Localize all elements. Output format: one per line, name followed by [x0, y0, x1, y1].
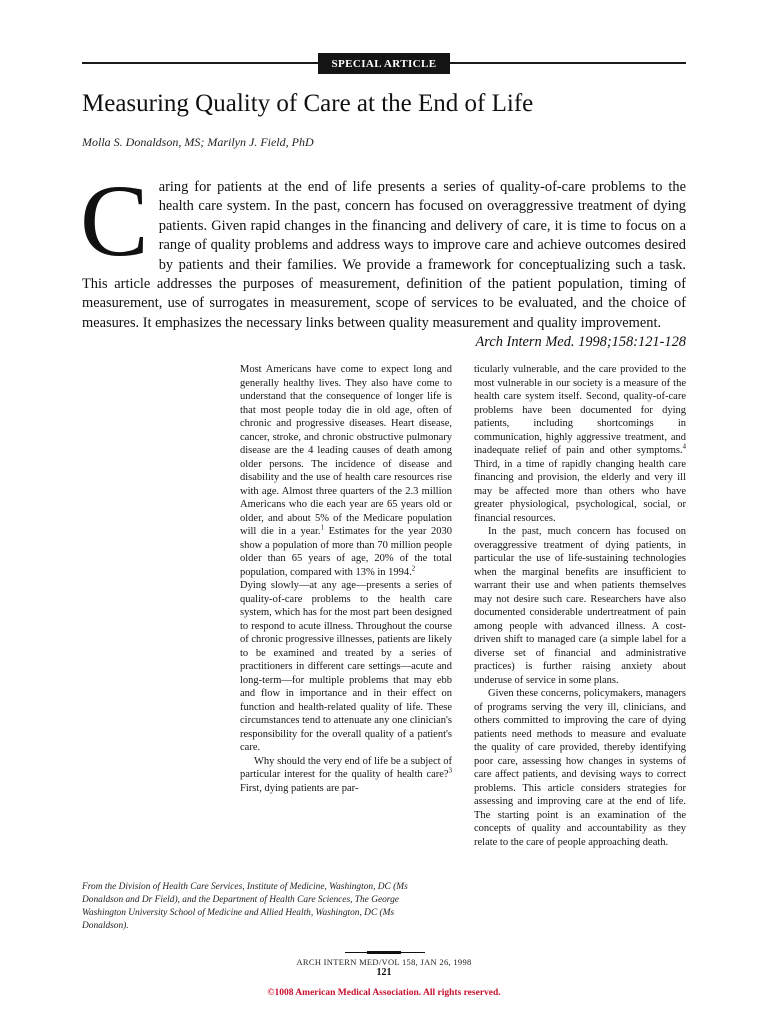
abstract-text: aring for patients at the end of life presents a series of quality-of-care problems to the health care system. In the past, concern has focused on overaggressive treatment of dying patients. Given rapid changes in the financing and delivery of care, it is time to focus on a range of quality problems and address ways to improve care and achieve outcomes desired by patients and their families. We provide a framework for conceptualizing such a task. This article addresses the purposes of measurement, definition of the patient population, timing of measurement, use of surrogates in measurement, scope of services to be evaluated, and the choice of measures. It emphasizes the necessary links between quality measurement and quality improvement.	[82, 179, 686, 331]
copyright-notice: ©1008 American Medical Association. All rights reserved.	[267, 988, 501, 998]
drop-cap: C	[80, 164, 149, 278]
paragraph	[474, 363, 686, 525]
paragraph-text: ticularly vulnerable, and the care provided to the most vulnerable in our society is a measure of the health care system itself. Second, quality-of-care problems have been documented for dying patients, including shortcomings in communication, highly aggressive treatment, and inadequate relief of pain and other symptoms.	[474, 364, 686, 456]
body-column-2	[474, 363, 686, 849]
paragraph-text: Third, in a time of rapidly changing health care financing and provision, the elderly and very ill may be affected more than others who have greater physiological, psychological, social, or financial resources.	[474, 458, 686, 524]
section-label: SPECIAL ARTICLE	[318, 53, 450, 74]
paragraph-text: Most Americans have come to expect long and generally healthy lives. They also have come to understand that the consequence of longer life is that most people today die in old age, often of chronic and progressive diseases. Heart disease, cancer, stroke, and chronic obstructive pulmonary disease are the 4 leading causes of death among older persons. The incidence of disease and disability and the use of health care resources rise with age. Almost three quarters of the 2.3 million Americans who die each year are 65 years old or older, and about 5% of the Medicare population will die in a year.	[240, 364, 452, 537]
paragraph-text: Why should the very end of life be a subject of particular interest for the quality of health care?	[240, 755, 452, 780]
reference-marker: 3	[448, 767, 452, 775]
article-title: Measuring Quality of Care at the End of Life	[82, 90, 534, 117]
footer-rule-accent	[367, 951, 401, 954]
paragraph	[240, 755, 452, 796]
paragraph-text: First, dying patients are par-	[240, 782, 359, 794]
paragraph	[240, 363, 452, 579]
paragraph: Dying slowly—at any age—presents a series of quality-of-care problems to the health care system, which has for the most part been designed to respond to acute illness. Throughout the course of chronic progressive illnesses, patients are likely to be examined and treated by a series of practitioners in different care settings—acute and long-term—for multiple problems that may ebb and flow in importance and in their effect on function and health-related quality of life. These circumstances tend to attenuate any one clinician's responsibility for the overall quality of a patient's care.	[240, 580, 452, 753]
reference-marker: 4	[682, 443, 686, 451]
body-column-1	[240, 363, 452, 795]
journal-footer: ARCH INTERN MED/VOL 158, JAN 26, 1998	[296, 957, 472, 967]
journal-citation: Arch Intern Med. 1998;158:121-128	[475, 334, 686, 351]
abstract	[80, 164, 686, 353]
author-affiliation: From the Division of Health Care Services, Institute of Medicine, Washington, DC (Ms Donaldson and Dr Field), and the Department of Health Care Sciences, The George Washington University School of Medicine and Allied Health, Washington, DC (Ms Donaldson).	[82, 882, 408, 931]
page-number: 121	[376, 967, 392, 978]
reference-marker: 2	[411, 565, 416, 572]
article-authors: Molla S. Donaldson, MS; Marilyn J. Field, PhD	[82, 135, 314, 149]
reference-marker: 1	[320, 524, 324, 532]
paragraph-text: Estimates for the year 2030 show a population of more than 70 million people older than 65 years of age, 20% of the total population, compared with 13% in 1994.	[240, 526, 452, 578]
paragraph: Given these concerns, policymakers, managers of programs serving the very ill, clinicians, and others committed to improving the care of dying patients need methods to measure and evaluate the quality of care provided, thereby identifying poor care, assessing how changes in systems of care affect patients, and devising ways to correct problems. This article considers strategies for assessing and improving care at the end of life. The starting point is an examination of the concepts of quality and accountability as they relate to the care of people approaching death.	[474, 688, 686, 848]
paragraph: In the past, much concern has focused on overaggressive treatment of dying patients, in particular the use of life-sustaining technologies when the marginal benefits are insufficient to warrant their use and when patients themselves may not desire such care. Researchers have also documented considerable undertreatment of pain among people with advanced illness. A cost-driven shift to managed care (a simple label for a diverse set of financial and administrative practices) is further raising anxiety about underuse of service in some plans.	[474, 526, 686, 686]
